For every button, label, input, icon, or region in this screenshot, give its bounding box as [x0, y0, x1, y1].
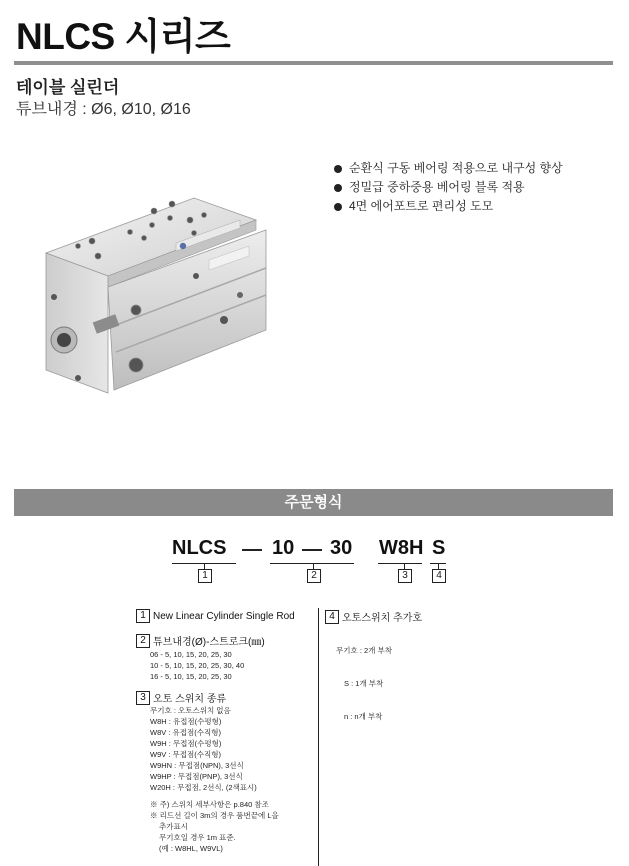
feature-item: 4면 에어포트로 편리성 도모 [334, 197, 563, 216]
product-subtitle: 테이블 실린더 [16, 78, 120, 97]
bullet-icon [334, 184, 342, 192]
note-line: ※ 리드선 길이 3m의 경우 품번끝에 L을 [150, 811, 279, 820]
switch-type-list [150, 705, 257, 793]
section-number: 4 [325, 610, 339, 624]
code-part-count: S [432, 537, 446, 559]
note-line: ※ 주) 스위치 세부사항은 p.840 참조 [150, 800, 269, 809]
marker-1: 1 [198, 569, 212, 583]
list-item: S : 1개 부착 [344, 679, 384, 688]
switch-notes [150, 799, 279, 854]
note-line: (예 : W8HL, W9VL) [159, 844, 223, 853]
marker-3: 3 [398, 569, 412, 583]
feature-list [334, 159, 563, 216]
feature-item: 순환식 구동 베어링 적용으로 내구성 향상 [334, 159, 563, 178]
note-line: 추가표시 [159, 822, 188, 831]
bore-sizes: 튜브내경 : Ø6, Ø10, Ø16 [16, 101, 191, 118]
section-title: 오토스위치 추가호 [342, 613, 423, 624]
ordering-header: 주문형식 [14, 489, 613, 516]
title-divider [14, 61, 613, 65]
section-title: 튜브내경(Ø)-스트로크(㎜) [153, 637, 265, 648]
marker-4: 4 [432, 569, 446, 583]
code-underline [378, 563, 422, 564]
stroke-list [150, 649, 244, 682]
list-item: 16 - 5, 10, 15, 20, 25, 30 [150, 672, 232, 681]
list-item: W9V : 무접점(수직형) [150, 750, 221, 759]
list-item: W9HP : 무접점(PNP), 3선식 [150, 772, 243, 781]
list-item: W9H : 무접점(수평형) [150, 739, 222, 748]
code-part-switch: W8H [379, 537, 424, 559]
note-line: 무기호일 경우 1m 표준. [159, 833, 236, 842]
code-part-stroke: 30 [330, 537, 353, 559]
list-item: 06 - 5, 10, 15, 20, 25, 30 [150, 650, 232, 659]
code-part-bore: 10 [272, 537, 295, 559]
list-item: 10 - 5, 10, 15, 20, 25, 30, 40 [150, 661, 245, 670]
code-dash [242, 549, 262, 551]
code-dash [302, 549, 322, 551]
section-2-heading [136, 633, 265, 648]
list-item: W9HN : 무접점(NPN), 3선식 [150, 761, 244, 770]
bullet-icon [334, 203, 342, 211]
section-3-heading [136, 690, 226, 705]
section-number: 2 [136, 634, 150, 648]
section-title: New Linear Cylinder Single Rod [153, 610, 295, 622]
section-4-heading [325, 609, 422, 624]
list-item: W8H : 유접점(수평형) [150, 717, 222, 726]
list-item: n : n개 부착 [344, 712, 383, 721]
page-title: NLCS 시리즈 [16, 16, 231, 57]
section-number: 3 [136, 691, 150, 705]
bullet-icon [334, 165, 342, 173]
code-underline [270, 563, 354, 564]
table-cylinder-photo [44, 180, 284, 405]
list-item: 무기호 : 오토스위치 없음 [150, 706, 231, 715]
section-title: 오토 스위치 종류 [153, 694, 227, 705]
list-item: 무기호 : 2개 부착 [336, 646, 392, 655]
marker-2: 2 [307, 569, 321, 583]
feature-item: 정밀급 중하중용 베어링 블록 적용 [334, 178, 563, 197]
list-item: W20H : 무접점, 2선식, (2색표시) [150, 783, 257, 792]
code-part-series: NLCS [172, 537, 227, 559]
switch-count-list [336, 623, 392, 733]
column-divider [318, 608, 319, 866]
section-1-heading [136, 609, 295, 623]
section-number: 1 [136, 609, 150, 623]
list-item: W8V : 유접점(수직형) [150, 728, 221, 737]
